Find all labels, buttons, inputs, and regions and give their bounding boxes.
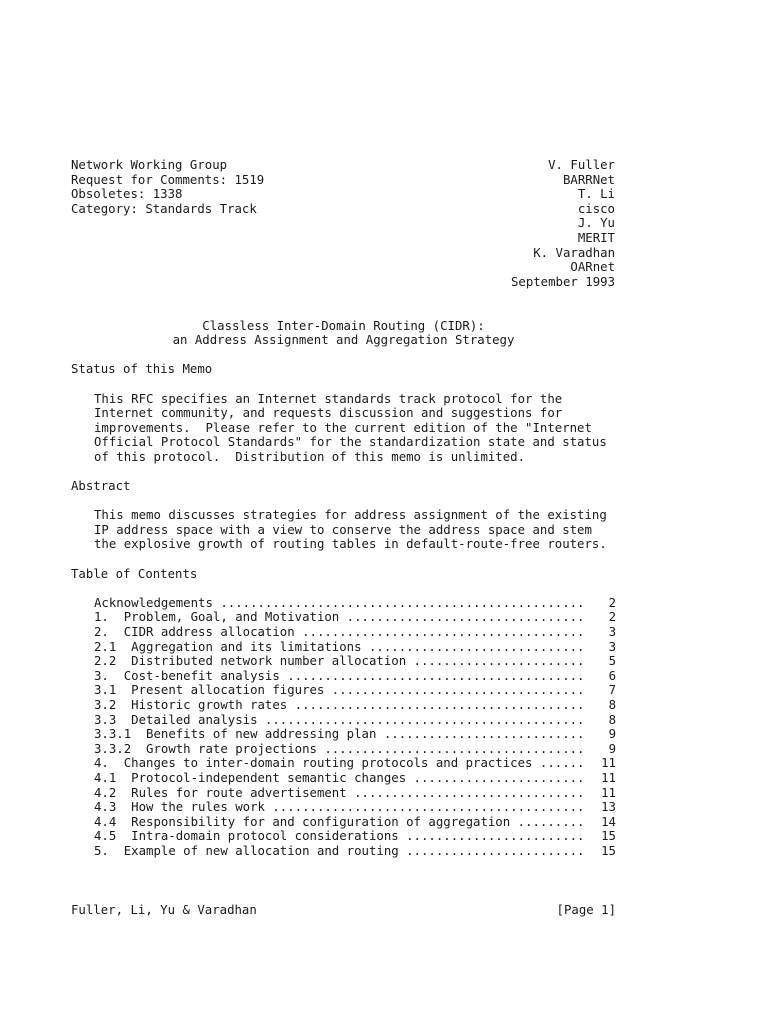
- toc-entry-text: 4.4 Responsibility for and configuration of aggregation .........: [94, 814, 585, 829]
- toc-entry-text: 4.3 How the rules work ..........................................: [94, 800, 585, 815]
- toc-heading: Table of Contents: [71, 566, 198, 581]
- status-line: This RFC specifies an Internet standards track protocol for the: [94, 391, 563, 406]
- status-heading: Status of this Memo: [71, 362, 213, 377]
- header-org-3: MERIT: [577, 230, 615, 245]
- toc-entry[interactable]: [71, 669, 616, 684]
- abstract-heading: Abstract: [71, 479, 131, 494]
- header-category: Category: Standards Track: [71, 201, 257, 216]
- toc-entry-text: 4.5 Intra-domain protocol considerations ........................: [94, 829, 585, 844]
- header-author-2: T. Li: [577, 187, 615, 202]
- header-org-2: cisco: [577, 201, 615, 216]
- toc-entry-page: 6: [608, 668, 616, 683]
- toc-entry[interactable]: [71, 610, 616, 625]
- status-line: Official Protocol Standards" for the standardization state and status: [94, 435, 607, 450]
- toc-entry[interactable]: [71, 640, 616, 655]
- status-paragraph: [71, 392, 631, 465]
- toc-entry-page: 11: [601, 785, 616, 800]
- abstract-line: IP address space with a view to conserve the address space and stem: [94, 522, 592, 537]
- toc-entry-page: 14: [601, 814, 616, 829]
- toc-entry-page: 15: [601, 843, 616, 858]
- toc-entry-text: Acknowledgements .................................................: [94, 595, 585, 610]
- header-author-4: K. Varadhan: [533, 245, 615, 260]
- rfc-header: [71, 158, 631, 289]
- toc-entry[interactable]: [71, 844, 616, 859]
- toc-entry-text: 2.1 Aggregation and its limitations .............................: [94, 639, 585, 654]
- toc-entry-text: 3.1 Present allocation figures ..................................: [94, 683, 585, 698]
- toc-entry[interactable]: [71, 727, 616, 742]
- toc-entry-text: 5. Example of new allocation and routing ........................: [94, 843, 585, 858]
- toc-entry-text: 3.3.2 Growth rate projections ...................................: [94, 741, 585, 756]
- toc-entry[interactable]: [71, 596, 616, 611]
- table-of-contents: [71, 596, 631, 859]
- toc-entry-page: 13: [601, 800, 616, 815]
- toc-entry-page: 15: [601, 829, 616, 844]
- toc-entry[interactable]: [71, 815, 616, 830]
- toc-entry[interactable]: [71, 771, 616, 786]
- toc-entry-page: 11: [601, 770, 616, 785]
- document-title-line-2: an Address Assignment and Aggregation Strategy: [172, 333, 515, 348]
- toc-entry-page: 2: [608, 595, 616, 610]
- footer-authors: Fuller, Li, Yu & Varadhan: [71, 903, 257, 917]
- header-rfc-number: Request for Comments: 1519: [71, 172, 265, 187]
- toc-entry[interactable]: [71, 654, 616, 669]
- header-right-column: [511, 158, 615, 289]
- toc-entry[interactable]: [71, 786, 616, 801]
- toc-entry-text: 3.3.1 Benefits of new addressing plan ...........................: [94, 727, 585, 742]
- status-line: of this protocol. Distribution of this memo is unlimited.: [94, 449, 526, 464]
- toc-entry-page: 2: [608, 610, 616, 625]
- abstract-line: the explosive growth of routing tables in default-route-free routers.: [94, 537, 607, 552]
- toc-entry[interactable]: [71, 683, 616, 698]
- toc-entry-text: 2. CIDR address allocation ......................................: [94, 625, 585, 640]
- toc-entry[interactable]: [71, 756, 616, 771]
- toc-entry-page: 9: [608, 741, 616, 756]
- toc-entry[interactable]: [71, 698, 616, 713]
- status-line: improvements. Please refer to the current edition of the "Internet: [94, 420, 592, 435]
- toc-entry-page: 11: [601, 756, 616, 771]
- header-working-group: Network Working Group: [71, 158, 228, 172]
- toc-entry[interactable]: [71, 625, 616, 640]
- header-left-column: [71, 158, 264, 216]
- toc-entry-text: 1. Problem, Goal, and Motivation ................................: [94, 610, 585, 625]
- toc-entry[interactable]: [71, 800, 616, 815]
- header-obsoletes: Obsoletes: 1338: [71, 187, 183, 202]
- toc-entry-page: 7: [608, 683, 616, 698]
- toc-entry-text: 2.2 Distributed network number allocation .......................: [94, 654, 585, 669]
- toc-entry-page: 3: [608, 625, 616, 640]
- toc-entry[interactable]: [71, 742, 616, 757]
- rfc-page: [71, 158, 631, 859]
- toc-entry[interactable]: [71, 829, 616, 844]
- toc-entry-text: 3.2 Historic growth rates .......................................: [94, 698, 585, 713]
- toc-entry-text: 4.1 Protocol-independent semantic changes .......................: [94, 770, 585, 785]
- status-line: Internet community, and requests discussion and suggestions for: [94, 406, 563, 421]
- toc-entry-text: 3.3 Detailed analysis ...........................................: [94, 712, 585, 727]
- document-title-line-1: Classless Inter-Domain Routing (CIDR):: [202, 318, 485, 333]
- toc-entry[interactable]: [71, 713, 616, 728]
- toc-entry-page: 5: [608, 654, 616, 669]
- header-author-3: J. Yu: [577, 216, 615, 231]
- toc-entry-page: 8: [608, 698, 616, 713]
- header-org-4: OARnet: [570, 260, 615, 275]
- header-date: September 1993: [510, 274, 615, 289]
- header-author-1: V. Fuller: [548, 158, 615, 172]
- toc-entry-page: 3: [608, 639, 616, 654]
- abstract-line: This memo discusses strategies for address assignment of the existing: [94, 508, 607, 523]
- header-org-1: BARRNet: [562, 172, 615, 187]
- toc-entry-page: 9: [608, 727, 616, 742]
- toc-entry-text: 4. Changes to inter-domain routing protocols and practices ......: [94, 756, 585, 771]
- abstract-paragraph: [71, 508, 631, 552]
- toc-entry-text: 4.2 Rules for route advertisement ...............................: [94, 785, 585, 800]
- toc-entry-text: 3. Cost-benefit analysis ........................................: [94, 668, 585, 683]
- footer-page-number: [Page 1]: [556, 903, 616, 917]
- toc-entry-page: 8: [608, 712, 616, 727]
- page-footer: [71, 903, 616, 918]
